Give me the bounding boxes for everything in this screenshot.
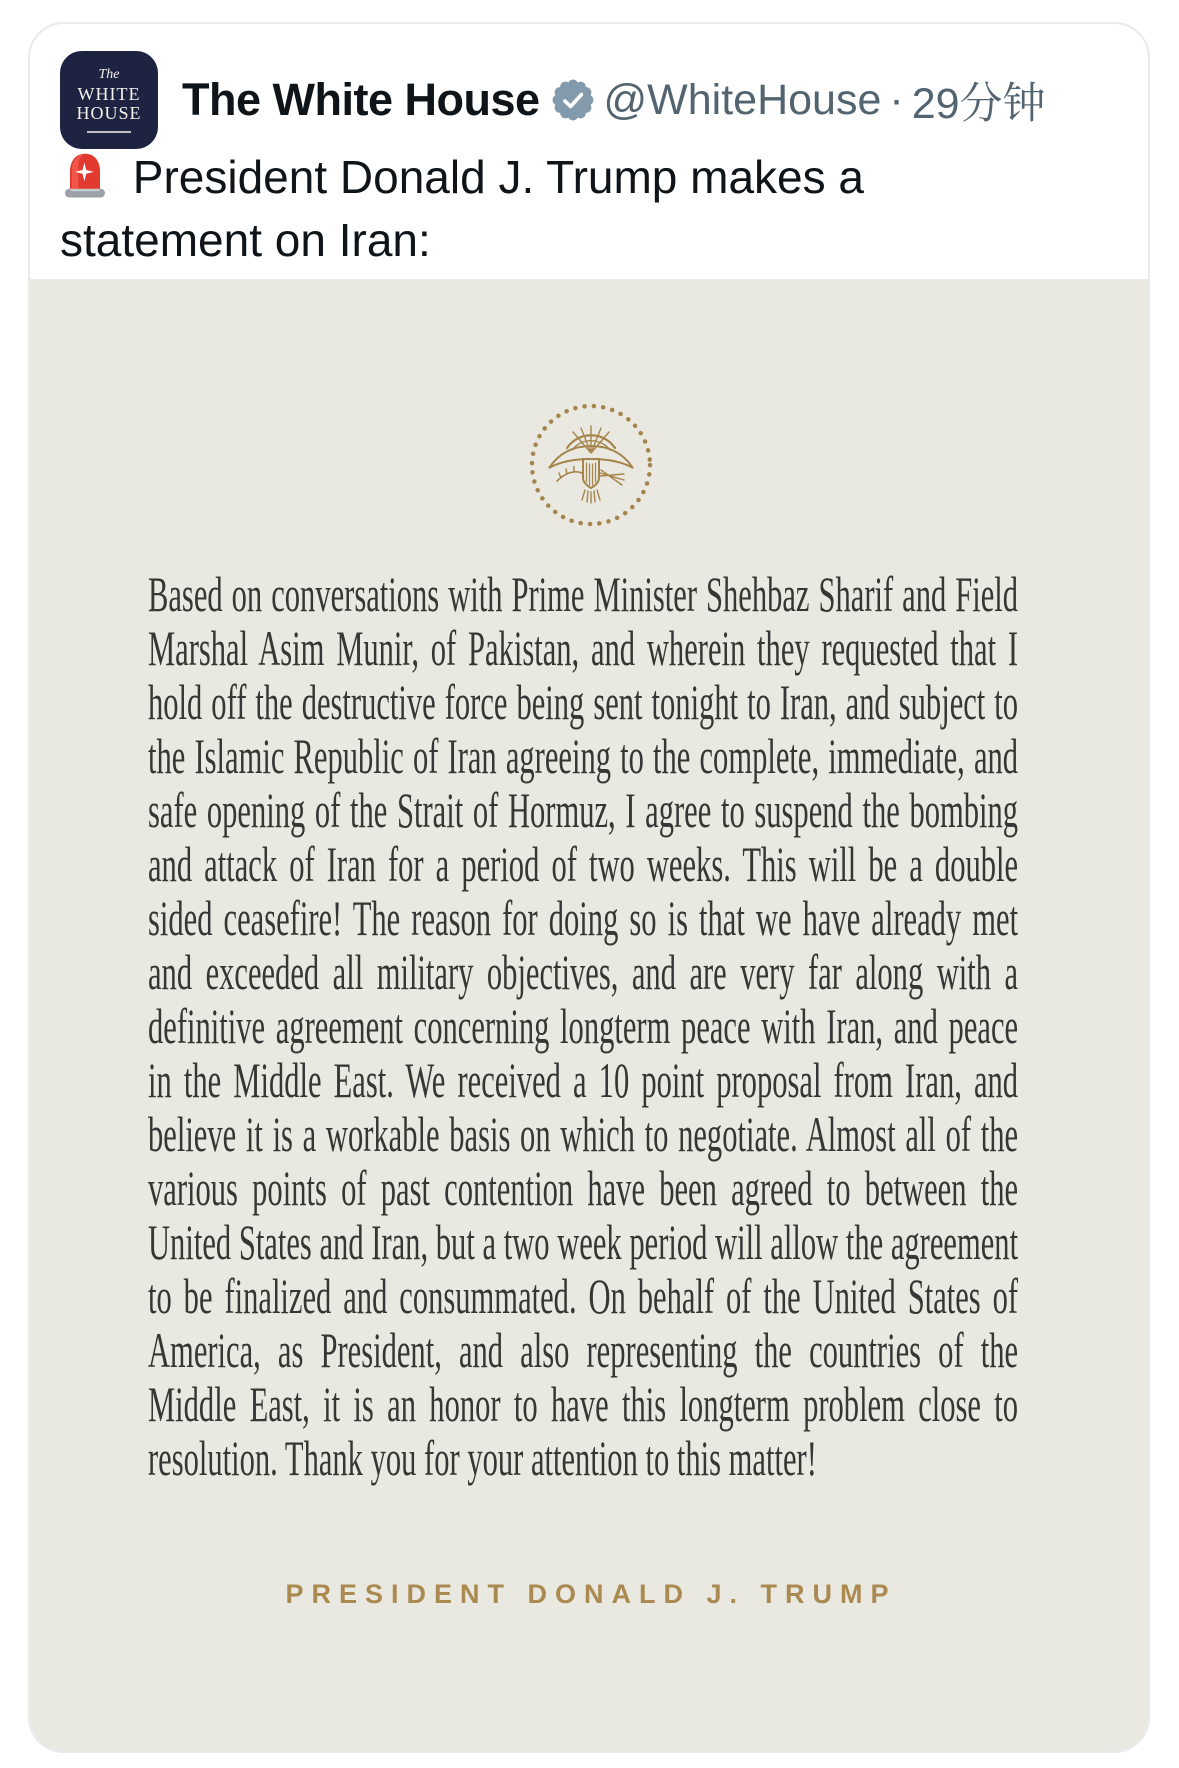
author-handle[interactable]: @WhiteHouse	[603, 75, 882, 124]
meta-separator: ·	[889, 75, 904, 124]
timestamp[interactable]: 29分钟	[911, 79, 1046, 128]
statement-signature: PRESIDENT DONALD J. TRUMP	[285, 1579, 897, 1609]
avatar-script-word: The	[98, 66, 120, 82]
presidential-seal-icon	[527, 401, 655, 529]
verified-badge-icon	[552, 79, 594, 121]
police-light-emoji	[60, 150, 110, 200]
author-row	[182, 70, 1046, 131]
avatar[interactable]	[60, 51, 158, 149]
tweet-text	[60, 146, 1060, 272]
statement-image[interactable]	[30, 279, 1150, 1753]
author-name[interactable]: The White House	[182, 74, 540, 125]
avatar-motto-rule	[87, 131, 131, 133]
statement-body: Based on conversations with Prime Minister Shehbaz Sharif and Field Marshal Asim Munir, of Pakistan, and wherein they requested that I hold off the destructive force being sent tonight to Iran, and subject to the Islamic Republic of Iran agreeing to the complete, immediate, and safe opening of the Strait of Hormuz, I agree to suspend the bombing and attack of Iran for a period of two weeks. This will be a double sided ceasefire! The reason for doing so is that we have already met and exceeded all military objectives, and are very far along with a definitive agreement concerning longterm peace with Iran, and peace in the Middle East. We received a 10 point proposal from Iran, and believe it is a workable basis on which to negotiate. Almost all of the various points of past contention have been agreed to between the United States and Iran, but a two week period will allow the agreement to be finalized and consummated. On behalf of the United States of America, as President, and also representing the countries of the Middle East, it is an honor to have this longterm problem close to resolution. Thank you for your attention to this matter!	[148, 566, 1019, 1486]
avatar-line2: HOUSE	[76, 102, 142, 123]
tweet-card	[28, 22, 1150, 1753]
avatar-line1: WHITE	[77, 83, 141, 104]
tweet-header	[60, 50, 1128, 150]
tweet-text-content: President Donald J. Trump makes a statement on Iran:	[60, 151, 864, 266]
